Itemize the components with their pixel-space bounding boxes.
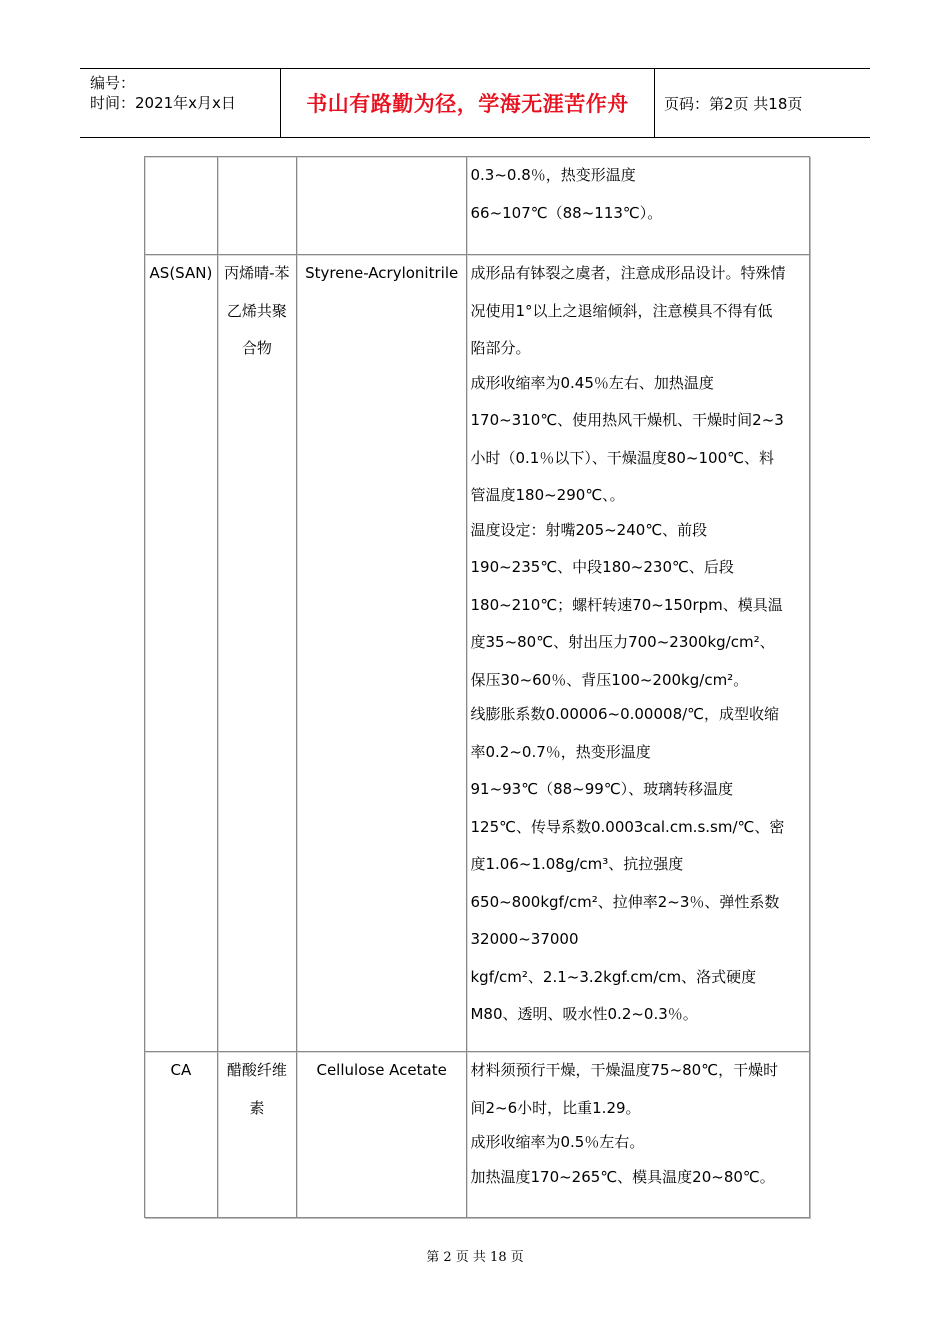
- text-line: 材料须预行干燥，干燥温度75~80℃，干燥时: [470, 1061, 779, 1079]
- paragraph: [470, 365, 809, 515]
- text-line: 保压30~60％、背压100~200kg/cm²。: [470, 670, 749, 689]
- text-line: 32000~37000: [470, 930, 579, 948]
- cn-name-line: 合物: [241, 339, 272, 357]
- en-name-cell: [297, 157, 468, 255]
- text-line: 加热温度170~265℃、模具温度20~80℃。: [470, 1167, 775, 1186]
- text-line: 125℃、传导系数0.0003cal.cm.s.sm/℃、密: [470, 817, 785, 836]
- cn-name-line: 丙烯晴-苯: [224, 264, 290, 282]
- text-line: 成形品有钵裂之虞者，注意成形品设计。特殊情: [470, 264, 786, 282]
- paragraph: [470, 255, 809, 368]
- paragraph: [470, 1124, 809, 1162]
- text-line: 66~107℃（88~113℃）。: [470, 203, 663, 222]
- text-line: 小时（0.1％以下）、干燥温度80~100℃、料: [470, 448, 774, 467]
- text-line: M80、透明、吸水性0.2~0.3％。: [470, 1005, 698, 1023]
- abbr-cell: [145, 255, 218, 1052]
- text-line: 170~310℃、使用热风干燥机、干燥时间2~3: [470, 411, 784, 429]
- paragraph: [470, 1159, 809, 1197]
- text-line: 管温度180~290℃、。: [470, 486, 625, 504]
- abbr-text: AS(SAN): [149, 264, 213, 282]
- paragraph: [470, 1052, 809, 1127]
- cn-name-cell: [218, 255, 297, 1052]
- text-line: 成形收缩率为0.45％左右、加热温度: [470, 373, 714, 392]
- page-footer: 第 2 页 共 18 页: [426, 1250, 524, 1265]
- abbr-cell: [145, 1052, 218, 1218]
- table-row: [145, 1052, 810, 1218]
- cn-name-cell: [218, 1052, 297, 1218]
- text-line: 650~800kgf/cm²、拉伸率2~3％、弹性系数: [470, 892, 780, 911]
- document-time: 时间：2021年x月x日: [90, 94, 236, 112]
- text-line: 线膨胀系数0.00006~0.00008/℃，成型收缩: [470, 705, 780, 723]
- en-name-cell: [297, 255, 468, 1052]
- text-line: 陷部分。: [470, 339, 531, 357]
- page-header: [80, 68, 870, 138]
- document-number: 编号：: [90, 74, 136, 92]
- en-name-text: Styrene-Acrylonitrile: [305, 264, 459, 282]
- header-page-number: 页码：第2页 共18页: [664, 94, 803, 113]
- text-line: 成形收缩率为0.5％左右。: [470, 1133, 645, 1151]
- en-name-cell: [297, 1052, 468, 1218]
- cn-name-cell: [218, 157, 297, 255]
- text-line: 间2~6小时，比重1.29。: [470, 1098, 641, 1117]
- text-line: 190~235℃、中段180~230℃、后段: [470, 558, 734, 576]
- text-line: 91~93℃（88~99℃）、玻璃转移温度: [470, 780, 734, 798]
- text-line: 度35~80℃、射出压力700~2300kg/cm²、: [470, 633, 775, 651]
- plastics-property-table: [144, 156, 810, 1218]
- text-line: 温度设定：射嘴205~240℃、前段: [470, 520, 708, 539]
- text-line: 率0.2~0.7％，热变形温度: [470, 742, 651, 761]
- cn-name-line: 醋酸纤维: [226, 1061, 287, 1079]
- text-line: 0.3~0.8％，热变形温度: [470, 166, 636, 184]
- description-cell: [467, 1052, 810, 1218]
- text-line: 180~210℃；螺杆转速70~150rpm、模具温: [470, 595, 783, 614]
- paragraph: [470, 512, 809, 700]
- cn-name-line: 乙烯共聚: [226, 301, 287, 320]
- header-meta: [80, 69, 281, 137]
- header-slogan: 书山有路勤为径，学海无涯苦作舟: [281, 69, 655, 137]
- text-line: kgf/cm²、2.1~3.2kgf.cm/cm、洛式硬度: [470, 967, 757, 986]
- text-line: 况使用1°以上之退缩倾斜，注意模具不得有低: [470, 301, 773, 320]
- paragraph: [470, 696, 809, 1034]
- table-row: [145, 255, 810, 1052]
- table-row: [145, 157, 810, 255]
- description-cell: [467, 157, 810, 255]
- cn-name-line: 素: [249, 1098, 265, 1117]
- en-name-text: Cellulose Acetate: [316, 1061, 447, 1079]
- abbr-text: CA: [170, 1061, 192, 1079]
- text-line: 度1.06~1.08g/cm³、抗拉强度: [470, 855, 684, 873]
- paragraph: [470, 157, 809, 232]
- description-cell: [467, 255, 810, 1052]
- abbr-cell: [145, 157, 218, 255]
